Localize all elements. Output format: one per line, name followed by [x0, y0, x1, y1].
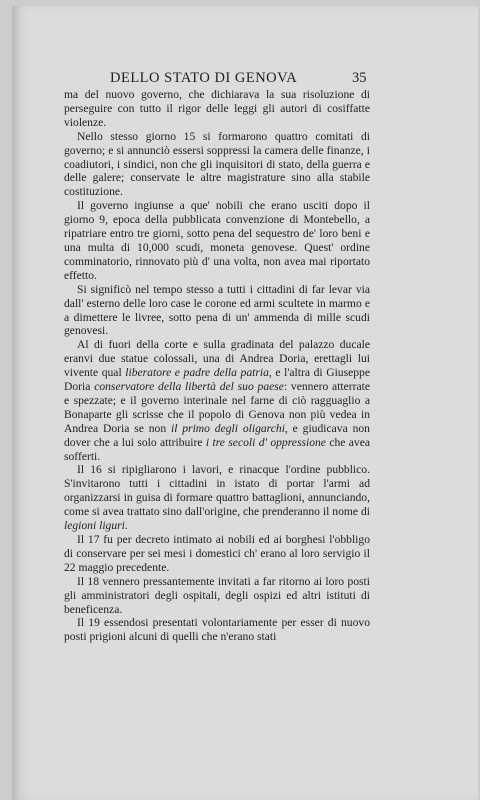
text-run: ma del nuovo governo, che dichiarava la sua risoluzione di perseguire con tutto il rigor delle leggi gli autori di cosiffatte violenze.	[64, 88, 370, 129]
text-run: .	[124, 519, 128, 533]
text-run: Il 16 si ripigliarono i lavori, e rinacque l'ordine pubblico. S'invitarono tutti i cittadini in istato di portar l'armi ad organizzarsi in guisa di formare quattro battaglioni, annunciando, come si avea trattato sino dall'origine, che prenderanno il nome di	[64, 463, 370, 519]
italic-phrase: liberatore e padre della patria	[125, 366, 269, 380]
paragraph	[64, 533, 370, 575]
italic-phrase: conservatore della libertà del suo paese	[94, 380, 284, 394]
text-run: Il 17 fu per decreto intimato ai nobili ed ai borghesi l'obbligo di conservare per sei mesi i domestici ch' erano al loro servigio il 22 maggio precedente.	[64, 533, 370, 574]
text-run: Il 19 essendosi presentati volontariamente per esser di nuovo posti prigioni alcuni di quelli che n'erano stati	[64, 616, 370, 644]
paragraph	[64, 199, 370, 282]
text-run: Al di fuori della corte e sulla gradinata del palazzo ducale eranvi due statue colossali, una di Andrea Doria, erettagli lui vivente qual	[64, 338, 370, 380]
text-run: che avea sofferti.	[64, 435, 371, 463]
running-title: DELLO STATO DI GENOVA	[110, 70, 298, 86]
text-run: Il 18 vennero pressantemente invitati a far ritorno ai loro posti gli amministratori degli ospitali, degli ospizi ed altri istituti di beneficenza.	[64, 574, 370, 616]
italic-phrase: legioni liguri	[64, 519, 125, 533]
italic-phrase: il primo degli oligarchi	[170, 421, 285, 435]
paragraph	[64, 283, 370, 339]
paragraph	[64, 130, 370, 200]
text-run: : vennero atterrate e spezzate; e il governo interinale nel farne di ciò ragguaglio a Bonaparte gli scrisse che il popolo di Genova non più vedea in Andrea Doria se non	[64, 380, 371, 435]
paragraph	[64, 616, 370, 644]
text-run: , e giudicava non dover che a lui solo attribuire	[64, 421, 370, 449]
text-run: Nello stesso giorno 15 si formarono quattro comitati di governo; e si annunciò essersi soppressi la camera delle finanze, i coadiutori, i sindici, non che gli inquisitori di stato, della guerra e delle galere; conservate le altre magistrature sino alla stabile costituzione.	[64, 129, 370, 199]
paragraph	[64, 575, 370, 617]
body-text	[64, 88, 370, 644]
italic-phrase: i tre secoli d' oppressione	[205, 435, 326, 449]
paragraph	[64, 88, 370, 130]
text-run: , e l'altra di Giuseppe Doria	[64, 366, 370, 394]
text-run: Si significò nel tempo stesso a tutti i cittadini di far levar via dall' esterno delle loro case le corone ed armi scultete in marmo e a dimettere le livree, sotto pena di un' ammenda di mille scudi genovesi.	[64, 282, 370, 338]
text-run: Il governo ingiunse a que' nobili che erano usciti dopo il giorno 9, epoca della pubblicata convenzione di Montebello, a ripatriare entro tre giorni, sotto pena del sequestro de' loro beni e una multa di 10,000 scudi, moneta genovese. Quest' ordine comminatorio, rinnovato più d' una volta, non avea mai riportato effetto.	[64, 199, 370, 282]
book-page	[12, 6, 478, 800]
paragraph	[64, 463, 370, 533]
paragraph	[64, 338, 370, 463]
page-number: 35	[352, 70, 367, 86]
